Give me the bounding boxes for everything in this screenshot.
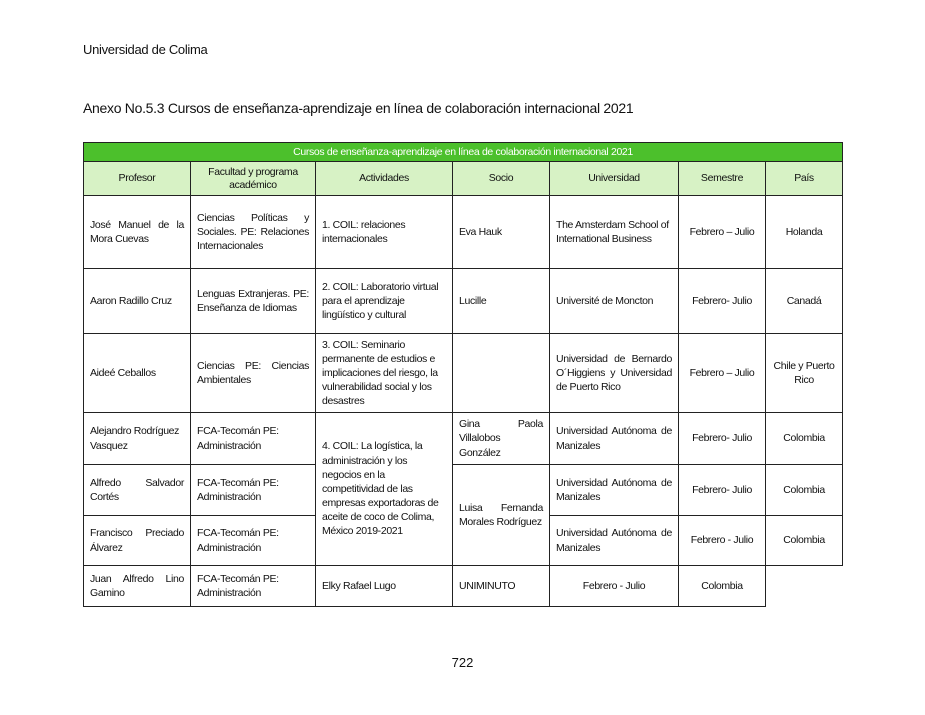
actividad-cell: 2. COIL: Laboratorio virtual para el aprendizaje lingüístico y cultural: [316, 269, 453, 334]
universidad-cell: Universidad de Bernardo O´Higgiens y Universidad de Puerto Rico: [550, 334, 679, 413]
semestre-cell: Febrero- Julio: [679, 413, 766, 465]
facultad-cell: FCA-Tecomán PE: Administración: [191, 413, 316, 465]
facultad-cell: FCA-Tecomán PE: Administración: [191, 516, 316, 566]
universidad-cell: Universidad Autónoma de Manizales: [550, 516, 679, 566]
actividad-cell: 3. COIL: Seminario permanente de estudios e implicaciones del riesgo, la vulnerabilidad social y los desastres: [316, 334, 453, 413]
universidad-cell: Université de Moncton: [550, 269, 679, 334]
column-header-universidad: Universidad: [550, 162, 679, 196]
pais-cell: Colombia: [766, 413, 843, 465]
pais-cell: Chile y Puerto Rico: [766, 334, 843, 413]
socio-cell: Gina Paola Villalobos González: [453, 413, 550, 465]
pais-cell: Canadá: [766, 269, 843, 334]
annex-title: Anexo No.5.3 Cursos de enseñanza-aprendizaje en línea de colaboración internacional 2021: [83, 100, 634, 116]
table-row: [84, 465, 843, 516]
table-row: [84, 196, 843, 269]
socio-cell: Eva Hauk: [453, 196, 550, 269]
profesor-cell: José Manuel de la Mora Cuevas: [84, 196, 191, 269]
profesor-cell: Francisco Preciado Álvarez: [84, 516, 191, 566]
actividad-cell: 4. COIL: La logística, la administración y los negocios en la competitividad de las empresas exportadoras de aceite de coco de Colima, México 2019-2021: [316, 413, 453, 566]
semestre-cell: Febrero - Julio: [679, 516, 766, 566]
column-header-socio: Socio: [453, 162, 550, 196]
profesor-cell: Juan Alfredo Lino Gamino: [84, 566, 191, 607]
table-row: [84, 334, 843, 413]
semestre-cell: Febrero - Julio: [550, 566, 679, 607]
actividad-cell: 1. COIL: relaciones internacionales: [316, 196, 453, 269]
table-row: [84, 566, 843, 607]
socio-cell: Elky Rafael Lugo: [316, 566, 453, 607]
universidad-cell: UNIMINUTO: [453, 566, 550, 607]
semestre-cell: Febrero – Julio: [679, 196, 766, 269]
pais-cell: Colombia: [766, 516, 843, 566]
universidad-cell: Universidad Autónoma de Manizales: [550, 465, 679, 516]
socio-cell: Luisa Fernanda Morales Rodríguez: [453, 465, 550, 566]
courses-table: [83, 142, 843, 607]
profesor-cell: Aaron Radillo Cruz: [84, 269, 191, 334]
pais-cell: Colombia: [679, 566, 766, 607]
facultad-cell: FCA-Tecomán PE: Administración: [191, 566, 316, 607]
facultad-cell: FCA-Tecomán PE: Administración: [191, 465, 316, 516]
profesor-cell: Alfredo Salvador Cortés: [84, 465, 191, 516]
facultad-cell: Lenguas Extranjeras. PE: Enseñanza de Idiomas: [191, 269, 316, 334]
column-header-pais: País: [766, 162, 843, 196]
socio-cell: Lucille: [453, 269, 550, 334]
profesor-cell: Aideé Ceballos: [84, 334, 191, 413]
document-header: Universidad de Colima: [83, 42, 208, 57]
semestre-cell: Febrero- Julio: [679, 269, 766, 334]
semestre-cell: Febrero – Julio: [679, 334, 766, 413]
column-header-semestre: Semestre: [679, 162, 766, 196]
column-header-profesor: Profesor: [84, 162, 191, 196]
facultad-cell: Ciencias Políticas y Sociales. PE: Relaciones Internacionales: [191, 196, 316, 269]
table-row: [84, 413, 843, 465]
column-header-facultad: Facultad y programa académico: [191, 162, 316, 196]
column-header-actividades: Actividades: [316, 162, 453, 196]
table-row: [84, 269, 843, 334]
universidad-cell: The Amsterdam School of International Business: [550, 196, 679, 269]
profesor-cell: Alejandro Rodríguez Vasquez: [84, 413, 191, 465]
table-title: Cursos de enseñanza-aprendizaje en línea de colaboración internacional 2021: [84, 143, 843, 162]
pais-cell: Holanda: [766, 196, 843, 269]
page-number: 722: [451, 655, 474, 670]
pais-cell: Colombia: [766, 465, 843, 516]
universidad-cell: Universidad Autónoma de Manizales: [550, 413, 679, 465]
semestre-cell: Febrero- Julio: [679, 465, 766, 516]
facultad-cell: Ciencias PE: Ciencias Ambientales: [191, 334, 316, 413]
socio-cell: [453, 334, 550, 413]
